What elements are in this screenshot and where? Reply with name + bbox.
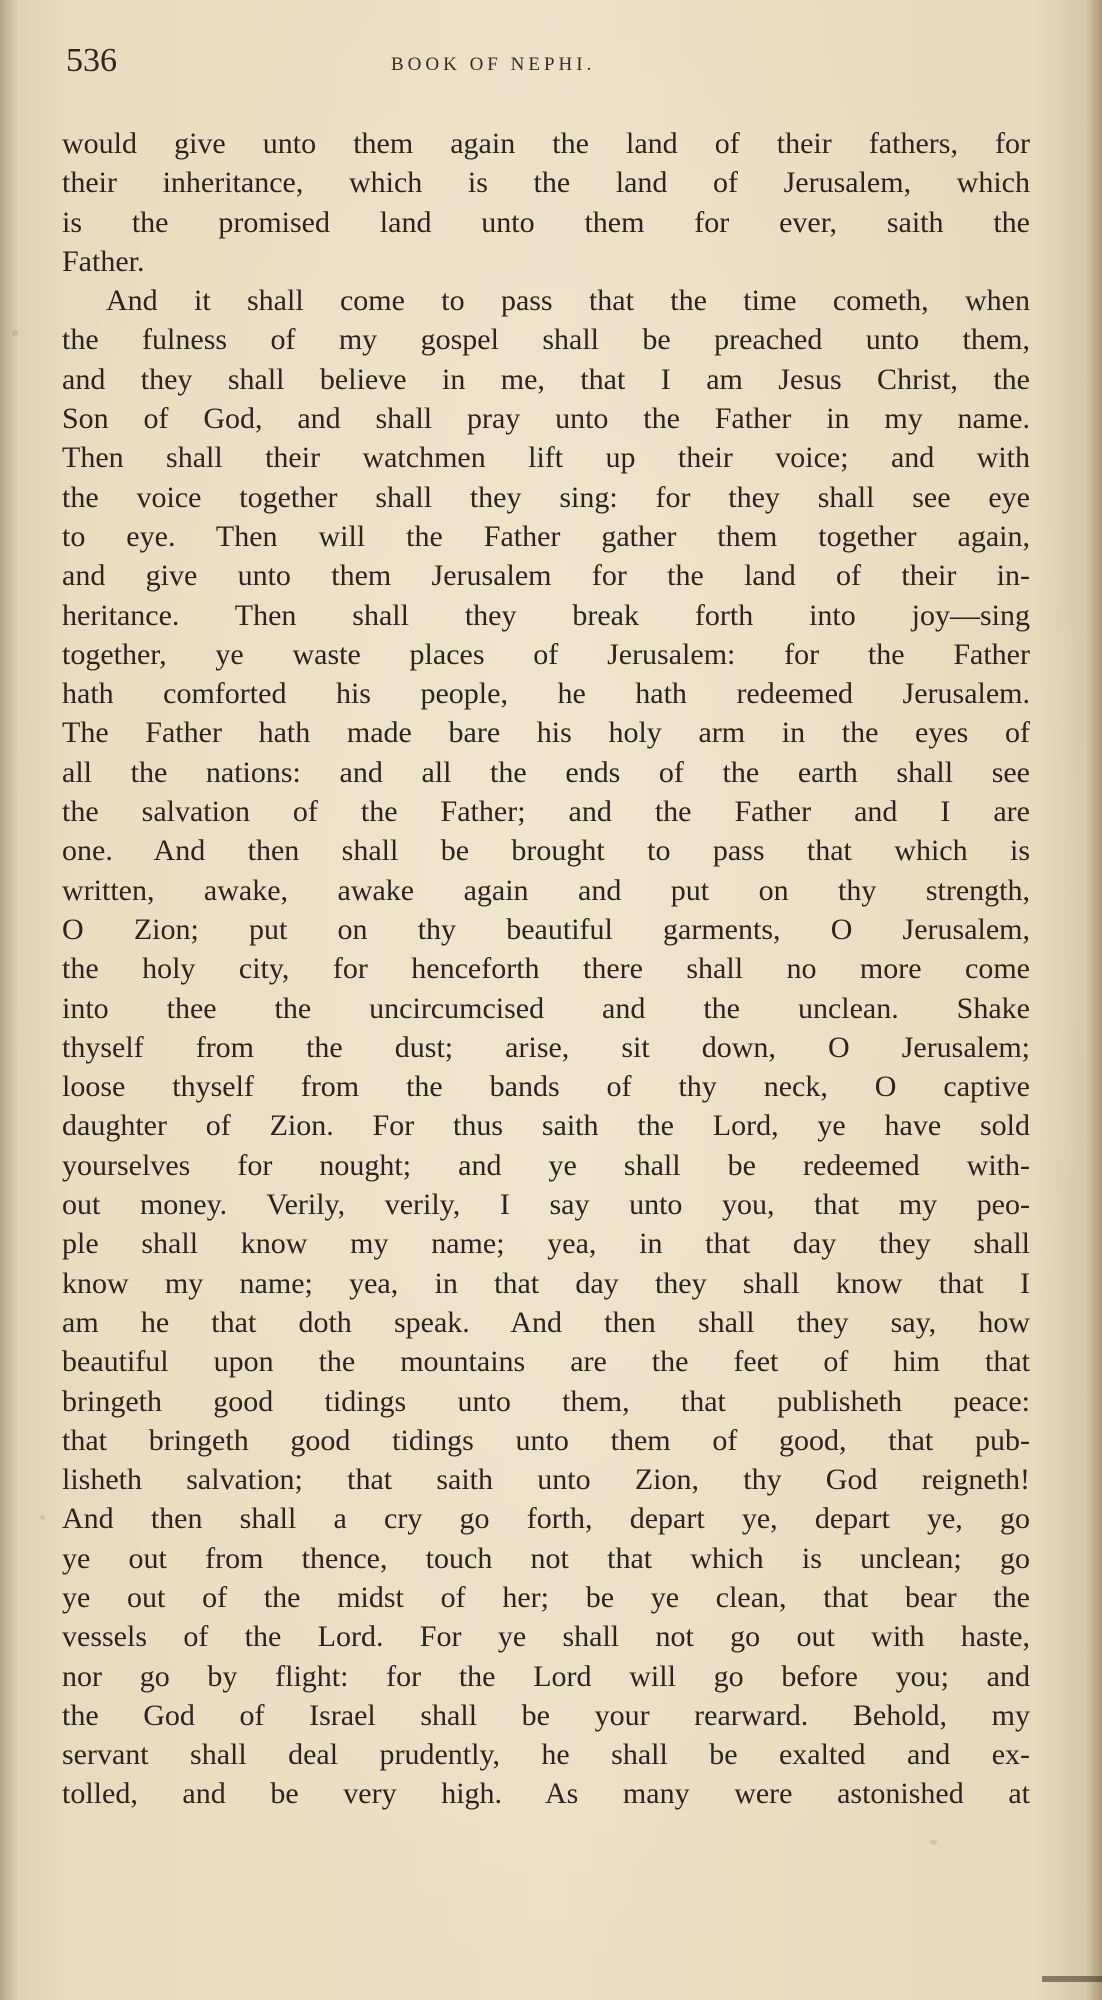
text-line: daughter of Zion. For thus saith the Lord, ye have sold [62,1109,1030,1143]
paper-stain [12,330,18,336]
text-line: beautiful upon the mountains are the feet of him that [62,1345,1030,1379]
text-line: together, ye waste places of Jerusalem: for the Father [62,637,1030,671]
text-line: out money. Verily, verily, I say unto you, that my peo- [62,1188,1030,1222]
page-number: 536 [66,42,117,79]
text-line: their inheritance, which is the land of Jerusalem, which [62,166,1030,200]
text-line: thyself from the dust; arise, sit down, O Jerusalem; [62,1030,1030,1064]
text-line: ple shall know my name; yea, in that day they shall [62,1227,1030,1261]
paper-stain [40,1515,45,1520]
running-head: BOOK OF NEPHI. [391,54,596,75]
text-line: tolled, and be very high. As many were astonished at [62,1777,1030,1811]
text-line: know my name; yea, in that day they shall know that I [62,1266,1030,1300]
text-line: yourselves for nought; and ye shall be redeemed with- [62,1148,1030,1182]
text-line: all the nations: and all the ends of the earth shall see [62,755,1030,789]
text-line: bringeth good tidings unto them, that publisheth peace: [62,1384,1030,1418]
body-text [62,124,1030,1814]
page-edge-shadow-right [1086,0,1102,2000]
text-line: the fulness of my gospel shall be preached unto them, [62,323,1030,357]
text-line: and they shall believe in me, that I am Jesus Christ, the [62,362,1030,396]
text-line: servant shall deal prudently, he shall be exalted and ex- [62,1738,1030,1772]
page-edge-shadow-left [0,0,18,2000]
text-line: am he that doth speak. And then shall they say, how [62,1305,1030,1339]
text-line: heritance. Then shall they break forth into joy—sing [62,598,1030,632]
text-line: nor go by flight: for the Lord will go before you; and [62,1659,1030,1693]
text-line: ye out of the midst of her; be ye clean, that bear the [62,1580,1030,1614]
text-line: the holy city, for henceforth there shall no more come [62,952,1030,986]
page-header [66,42,1046,86]
text-line: the voice together shall they sing: for they shall see eye [62,480,1030,514]
text-line: Son of God, and shall pray unto the Father in my name. [62,402,1030,436]
paragraph-start-line: And it shall come to pass that the time cometh, when [106,284,1030,318]
text-line: Then shall their watchmen lift up their voice; and with [62,441,1030,475]
text-line: The Father hath made bare his holy arm in the eyes of [62,716,1030,750]
text-line: Father. [62,244,145,278]
text-line: is the promised land unto them for ever, saith the [62,205,1030,239]
text-line: into thee the uncircumcised and the unclean. Shake [62,991,1030,1025]
text-line: written, awake, awake again and put on thy strength, [62,873,1030,907]
paper-stain [930,1840,937,1845]
text-line: to eye. Then will the Father gather them together again, [62,519,1030,553]
text-line: hath comforted his people, he hath redeemed Jerusalem. [62,677,1030,711]
page-corner-mark [1042,1976,1102,1982]
text-line: lisheth salvation; that saith unto Zion, thy God reigneth! [62,1463,1030,1497]
text-line: the salvation of the Father; and the Father and I are [62,795,1030,829]
text-line: O Zion; put on thy beautiful garments, O Jerusalem, [62,912,1030,946]
text-line: that bringeth good tidings unto them of good, that pub- [62,1423,1030,1457]
text-line: and give unto them Jerusalem for the land of their in- [62,559,1030,593]
text-line: the God of Israel shall be your rearward. Behold, my [62,1698,1030,1732]
text-line: And then shall a cry go forth, depart ye, depart ye, go [62,1502,1030,1536]
text-line: vessels of the Lord. For ye shall not go out with haste, [62,1620,1030,1654]
text-line: one. And then shall be brought to pass that which is [62,834,1030,868]
text-line: would give unto them again the land of their fathers, for [62,127,1030,160]
text-line: ye out from thence, touch not that which is unclean; go [62,1541,1030,1575]
text-line: loose thyself from the bands of thy neck, O captive [62,1070,1030,1104]
